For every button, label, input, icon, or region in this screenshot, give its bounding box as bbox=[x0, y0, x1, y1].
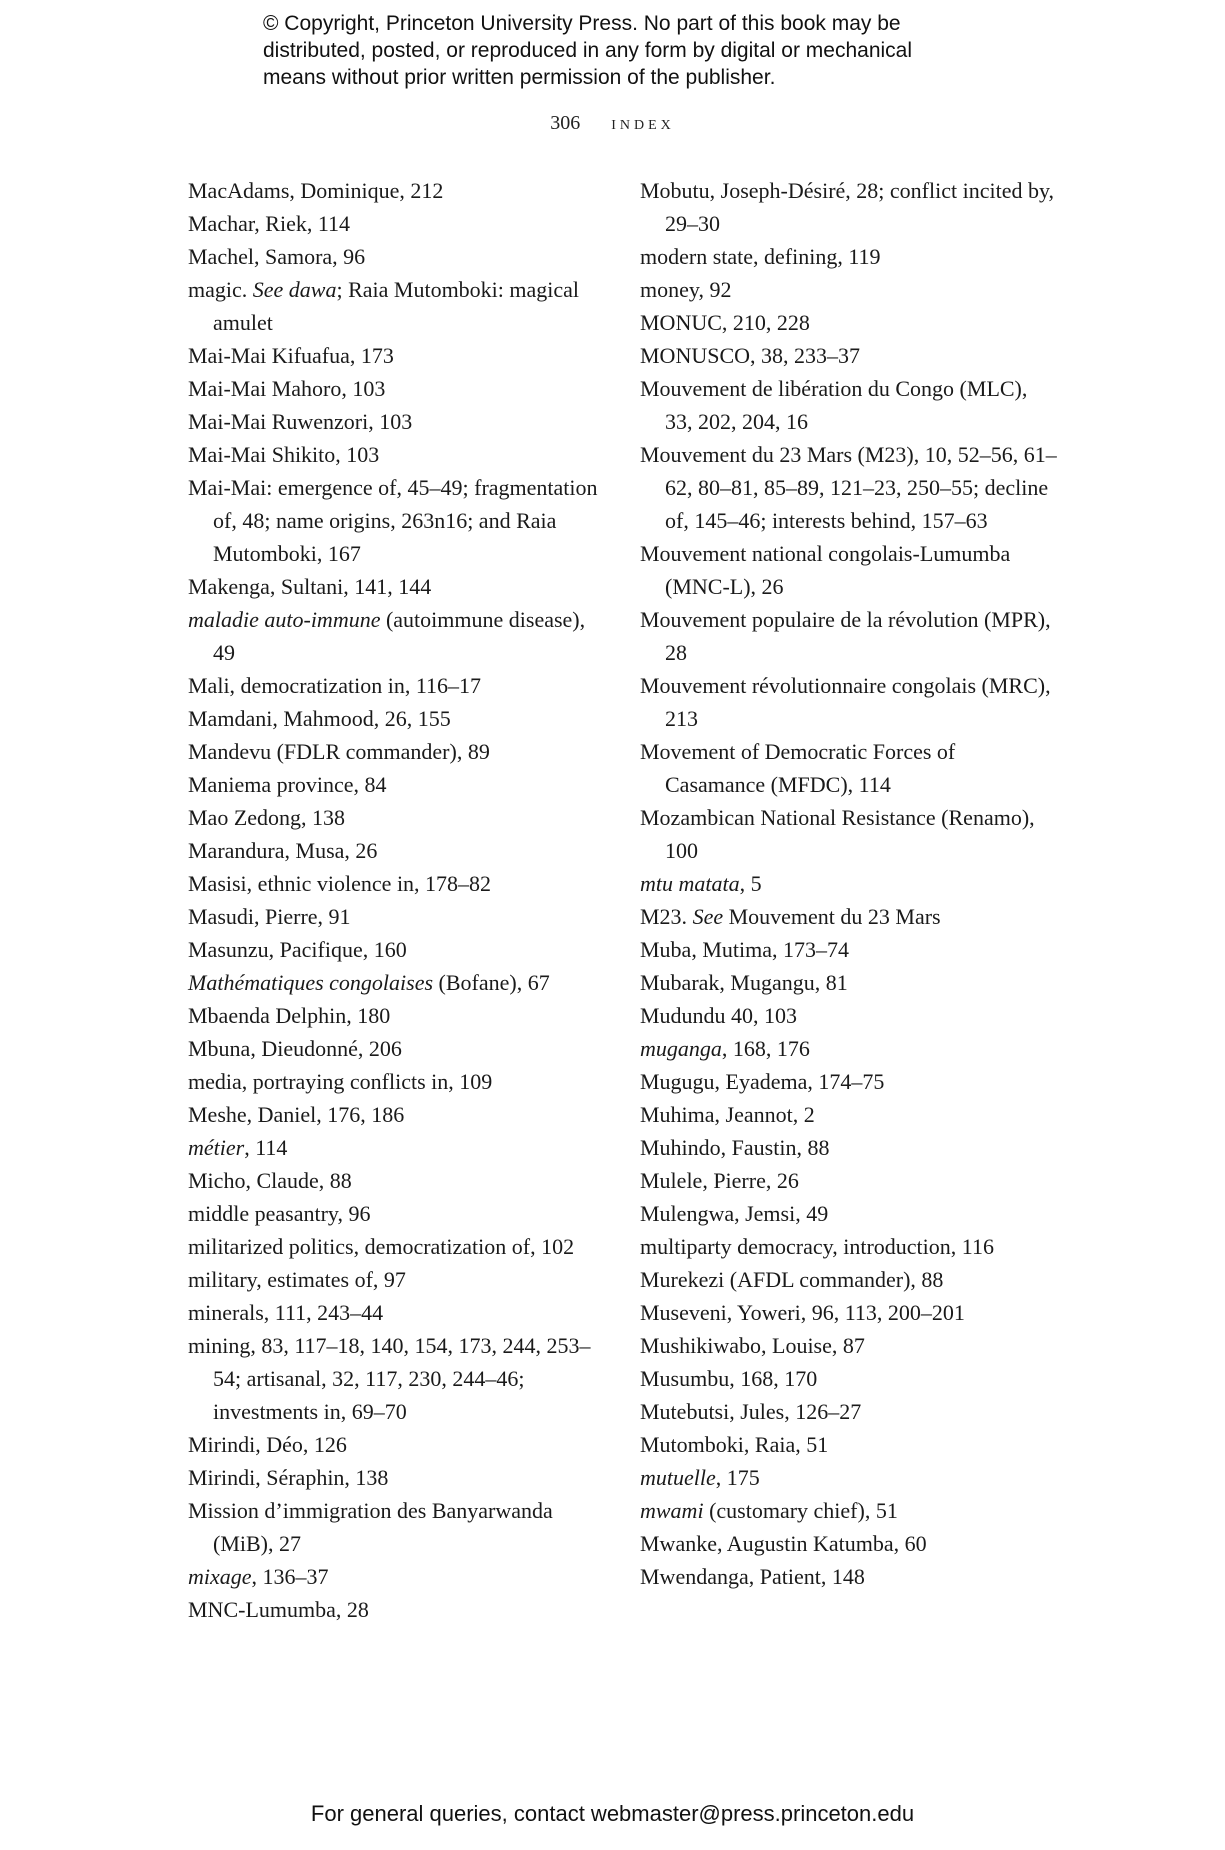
index-entry bbox=[188, 1593, 598, 1626]
index-entry bbox=[640, 999, 1060, 1032]
index-entry bbox=[188, 999, 598, 1032]
index-entry bbox=[188, 438, 598, 471]
index-entry-text: , 175 bbox=[715, 1465, 760, 1490]
index-entry bbox=[188, 1065, 598, 1098]
index-entry-text: Mamdani, Mahmood, 26, 155 bbox=[188, 706, 451, 731]
index-entry-text: Meshe, Daniel, 176, 186 bbox=[188, 1102, 405, 1127]
index-entry-text: Mutomboki, Raia, 51 bbox=[640, 1432, 829, 1457]
index-entry-text: Mubarak, Mugangu, 81 bbox=[640, 970, 848, 995]
index-entry-text: modern state, defining, 119 bbox=[640, 244, 881, 269]
index-entry bbox=[640, 735, 1060, 801]
index-entry-text: Mulele, Pierre, 26 bbox=[640, 1168, 799, 1193]
index-column-left bbox=[188, 174, 598, 1626]
index-entry-text: money, 92 bbox=[640, 277, 732, 302]
index-entry-text: Machel, Samora, 96 bbox=[188, 244, 366, 269]
index-entry bbox=[640, 1065, 1060, 1098]
index-entry bbox=[640, 1197, 1060, 1230]
index-entry bbox=[188, 1230, 598, 1263]
index-entry-text: Mobutu, Joseph-Désiré, 28; conflict incited by, 29–30 bbox=[640, 178, 1055, 236]
index-entry-text: Mai-Mai: emergence of, 45–49; fragmentation of, 48; name origins, 263n16; and Raia Mutomboki, 167 bbox=[188, 475, 598, 566]
index-entry bbox=[188, 207, 598, 240]
index-entry-text: Musumbu, 168, 170 bbox=[640, 1366, 818, 1391]
index-entry bbox=[188, 1560, 598, 1593]
index-entry-text: , 114 bbox=[244, 1135, 288, 1160]
index-entry bbox=[640, 372, 1060, 438]
index-entry bbox=[188, 603, 598, 669]
index-entry bbox=[640, 438, 1060, 537]
index-entry bbox=[188, 1263, 598, 1296]
index-entry bbox=[188, 1296, 598, 1329]
index-entry bbox=[188, 471, 598, 570]
index-entry-text: (autoimmune disease), 49 bbox=[213, 607, 586, 665]
index-entry-text: MONUC, 210, 228 bbox=[640, 310, 810, 335]
index-entry-italic-text: See dawa bbox=[252, 277, 337, 302]
running-head bbox=[0, 112, 1225, 135]
index-entry-text: minerals, 111, 243–44 bbox=[188, 1300, 384, 1325]
index-entry-text: Mbaenda Delphin, 180 bbox=[188, 1003, 391, 1028]
index-entry bbox=[188, 900, 598, 933]
index-entry-text: Mozambican National Resistance (Renamo), 100 bbox=[640, 805, 1035, 863]
index-entry bbox=[188, 1197, 598, 1230]
index-entry-text: mining, 83, 117–18, 140, 154, 173, 244, 253–54; artisanal, 32, 117, 230, 244–46; investments in, 69–70 bbox=[188, 1333, 591, 1424]
index-entry bbox=[640, 1494, 1060, 1527]
index-entry bbox=[188, 1032, 598, 1065]
index-entry-text: Mouvement national congolais-Lumumba (MNC-L), 26 bbox=[640, 541, 1011, 599]
index-entry-text: Mwanke, Augustin Katumba, 60 bbox=[640, 1531, 927, 1556]
index-entry bbox=[188, 273, 598, 339]
index-entry-italic-text: mtu matata bbox=[640, 871, 740, 896]
index-entry-text: Mutebutsi, Jules, 126–27 bbox=[640, 1399, 862, 1424]
index-entry-text: Machar, Riek, 114 bbox=[188, 211, 351, 236]
index-entry-italic-text: muganga bbox=[640, 1036, 722, 1061]
index-entry-text: Mai-Mai Ruwenzori, 103 bbox=[188, 409, 413, 434]
index-entry-text: media, portraying conflicts in, 109 bbox=[188, 1069, 493, 1094]
index-entry-text: middle peasantry, 96 bbox=[188, 1201, 371, 1226]
index-entry bbox=[640, 1395, 1060, 1428]
index-entry bbox=[188, 1098, 598, 1131]
index-entry bbox=[188, 174, 598, 207]
index-entry-text: Muba, Mutima, 173–74 bbox=[640, 937, 849, 962]
index-entry bbox=[640, 1560, 1060, 1593]
index-entry-text: MONUSCO, 38, 233–37 bbox=[640, 343, 861, 368]
index-entry-text: Mwendanga, Patient, 148 bbox=[640, 1564, 865, 1589]
footer-contact: For general queries, contact webmaster@press.princeton.edu bbox=[310, 1801, 915, 1826]
index-entry-text: , 136–37 bbox=[251, 1564, 329, 1589]
index-entry bbox=[640, 537, 1060, 603]
index-entry bbox=[640, 1230, 1060, 1263]
index-entry-text: Mao Zedong, 138 bbox=[188, 805, 346, 830]
index-entry bbox=[188, 1428, 598, 1461]
index-column-right bbox=[640, 174, 1060, 1593]
index-entry bbox=[188, 339, 598, 372]
index-entry-text: Museveni, Yoweri, 96, 113, 200–201 bbox=[640, 1300, 965, 1325]
index-entry-text: Mouvement du 23 Mars (M23), 10, 52–56, 61–62, 80–81, 85–89, 121–23, 250–55; decline of, 145–46; interests behind, 157–63 bbox=[640, 442, 1057, 533]
index-entry bbox=[640, 1362, 1060, 1395]
index-entry-text: Masisi, ethnic violence in, 178–82 bbox=[188, 871, 492, 896]
index-entry-text: military, estimates of, 97 bbox=[188, 1267, 406, 1292]
index-entry bbox=[188, 669, 598, 702]
index-entry-text: Mission d’immigration des Banyarwanda (MiB), 27 bbox=[188, 1498, 553, 1556]
index-entry-italic-text: mixage bbox=[188, 1564, 252, 1589]
index-entry bbox=[640, 1131, 1060, 1164]
index-entry-text: Mouvement révolutionnaire congolais (MRC), 213 bbox=[640, 673, 1051, 731]
index-entry bbox=[188, 1461, 598, 1494]
index-entry-text: magic. bbox=[188, 277, 253, 302]
index-entry-text: Marandura, Musa, 26 bbox=[188, 838, 378, 863]
copyright-notice bbox=[263, 10, 1023, 91]
index-entry-text: Mirindi, Déo, 126 bbox=[188, 1432, 347, 1457]
index-entry bbox=[188, 933, 598, 966]
index-entry-text: Mouvement du 23 Mars bbox=[723, 904, 941, 929]
page-number: 306 bbox=[550, 112, 581, 134]
index-entry-text: , 5 bbox=[739, 871, 762, 896]
running-title: index bbox=[611, 112, 675, 134]
index-entry-text: Mouvement de libération du Congo (MLC), 33, 202, 204, 16 bbox=[640, 376, 1028, 434]
index-entry bbox=[188, 735, 598, 768]
index-entry bbox=[640, 669, 1060, 735]
index-entry-text: multiparty democracy, introduction, 116 bbox=[640, 1234, 994, 1259]
index-entry-text: ; Raia Mutomboki: magical amulet bbox=[213, 277, 580, 335]
index-entry bbox=[640, 174, 1060, 240]
index-entry-italic-text: Mathématiques congolaises bbox=[188, 970, 434, 995]
index-entry-text: Mai-Mai Kifuafua, 173 bbox=[188, 343, 394, 368]
index-entry bbox=[640, 1032, 1060, 1065]
index-entry-italic-text: mutuelle bbox=[640, 1465, 716, 1490]
index-entry bbox=[640, 603, 1060, 669]
index-entry bbox=[188, 801, 598, 834]
index-entry bbox=[640, 933, 1060, 966]
index-entry-text: , 168, 176 bbox=[721, 1036, 810, 1061]
index-entry bbox=[640, 966, 1060, 999]
index-entry bbox=[640, 1461, 1060, 1494]
index-entry bbox=[188, 372, 598, 405]
index-entry bbox=[640, 273, 1060, 306]
index-entry-text: Mugugu, Eyadema, 174–75 bbox=[640, 1069, 885, 1094]
index-entry bbox=[640, 339, 1060, 372]
copyright-line: © Copyright, Princeton University Press. No part of this book may be bbox=[263, 12, 901, 35]
index-entry-text: Muhindo, Faustin, 88 bbox=[640, 1135, 830, 1160]
index-entry-text: Muhima, Jeannot, 2 bbox=[640, 1102, 815, 1127]
index-entry-text: (Bofane), 67 bbox=[433, 970, 550, 995]
copyright-line: means without prior written permission of the publisher. bbox=[263, 66, 776, 89]
index-entry bbox=[640, 1164, 1060, 1197]
index-entry bbox=[188, 1329, 598, 1428]
index-entry bbox=[188, 834, 598, 867]
index-entry bbox=[188, 1494, 598, 1560]
index-entry-text: (customary chief), 51 bbox=[703, 1498, 898, 1523]
index-entry-text: Mouvement populaire de la révolution (MPR), 28 bbox=[640, 607, 1051, 665]
index-entry bbox=[640, 1428, 1060, 1461]
index-entry-italic-text: maladie auto-immune bbox=[188, 607, 381, 632]
index-entry bbox=[640, 867, 1060, 900]
index-entry bbox=[640, 900, 1060, 933]
index-entry bbox=[640, 1098, 1060, 1131]
index-entry bbox=[188, 768, 598, 801]
index-entry-text: Mandevu (FDLR commander), 89 bbox=[188, 739, 490, 764]
index-entry bbox=[188, 867, 598, 900]
index-entry bbox=[188, 240, 598, 273]
index-entry-text: Mirindi, Séraphin, 138 bbox=[188, 1465, 389, 1490]
index-entry-italic-text: métier bbox=[188, 1135, 245, 1160]
index-entry bbox=[640, 1329, 1060, 1362]
index-entry bbox=[640, 801, 1060, 867]
index-entry-text: MacAdams, Dominique, 212 bbox=[188, 178, 444, 203]
index-entry bbox=[188, 702, 598, 735]
index-entry-text: Makenga, Sultani, 141, 144 bbox=[188, 574, 432, 599]
index-entry bbox=[188, 1131, 598, 1164]
index-entry bbox=[188, 1164, 598, 1197]
index-entry-text: Micho, Claude, 88 bbox=[188, 1168, 352, 1193]
index-entry bbox=[640, 1263, 1060, 1296]
index-entry bbox=[640, 240, 1060, 273]
index-entry-text: M23. bbox=[640, 904, 693, 929]
index-entry bbox=[640, 306, 1060, 339]
index-entry-text: Mai-Mai Mahoro, 103 bbox=[188, 376, 386, 401]
index-entry-text: Murekezi (AFDL commander), 88 bbox=[640, 1267, 944, 1292]
index-entry bbox=[640, 1296, 1060, 1329]
index-entry-text: militarized politics, democratization of, 102 bbox=[188, 1234, 575, 1259]
index-entry-text: Maniema province, 84 bbox=[188, 772, 387, 797]
index-entry-text: Mudundu 40, 103 bbox=[640, 1003, 798, 1028]
index-entry bbox=[188, 405, 598, 438]
index-entry-text: MNC-Lumumba, 28 bbox=[188, 1597, 369, 1622]
index-entry-text: Masunzu, Pacifique, 160 bbox=[188, 937, 407, 962]
index-entry bbox=[188, 570, 598, 603]
index-entry-text: Movement of Democratic Forces of Casamance (MFDC), 114 bbox=[640, 739, 956, 797]
index-entry-italic-text: See bbox=[692, 904, 724, 929]
index-entry-text: Mbuna, Dieudonné, 206 bbox=[188, 1036, 402, 1061]
index-entry-text: Mai-Mai Shikito, 103 bbox=[188, 442, 380, 467]
index-entry-text: Mushikiwabo, Louise, 87 bbox=[640, 1333, 865, 1358]
index-entry-text: Masudi, Pierre, 91 bbox=[188, 904, 351, 929]
index-entry bbox=[188, 966, 598, 999]
copyright-line: distributed, posted, or reproduced in any form by digital or mechanical bbox=[263, 39, 913, 62]
index-entry bbox=[640, 1527, 1060, 1560]
index-entry-italic-text: mwami bbox=[640, 1498, 704, 1523]
index-entry-text: Mali, democratization in, 116–17 bbox=[188, 673, 482, 698]
index-entry-text: Mulengwa, Jemsi, 49 bbox=[640, 1201, 829, 1226]
